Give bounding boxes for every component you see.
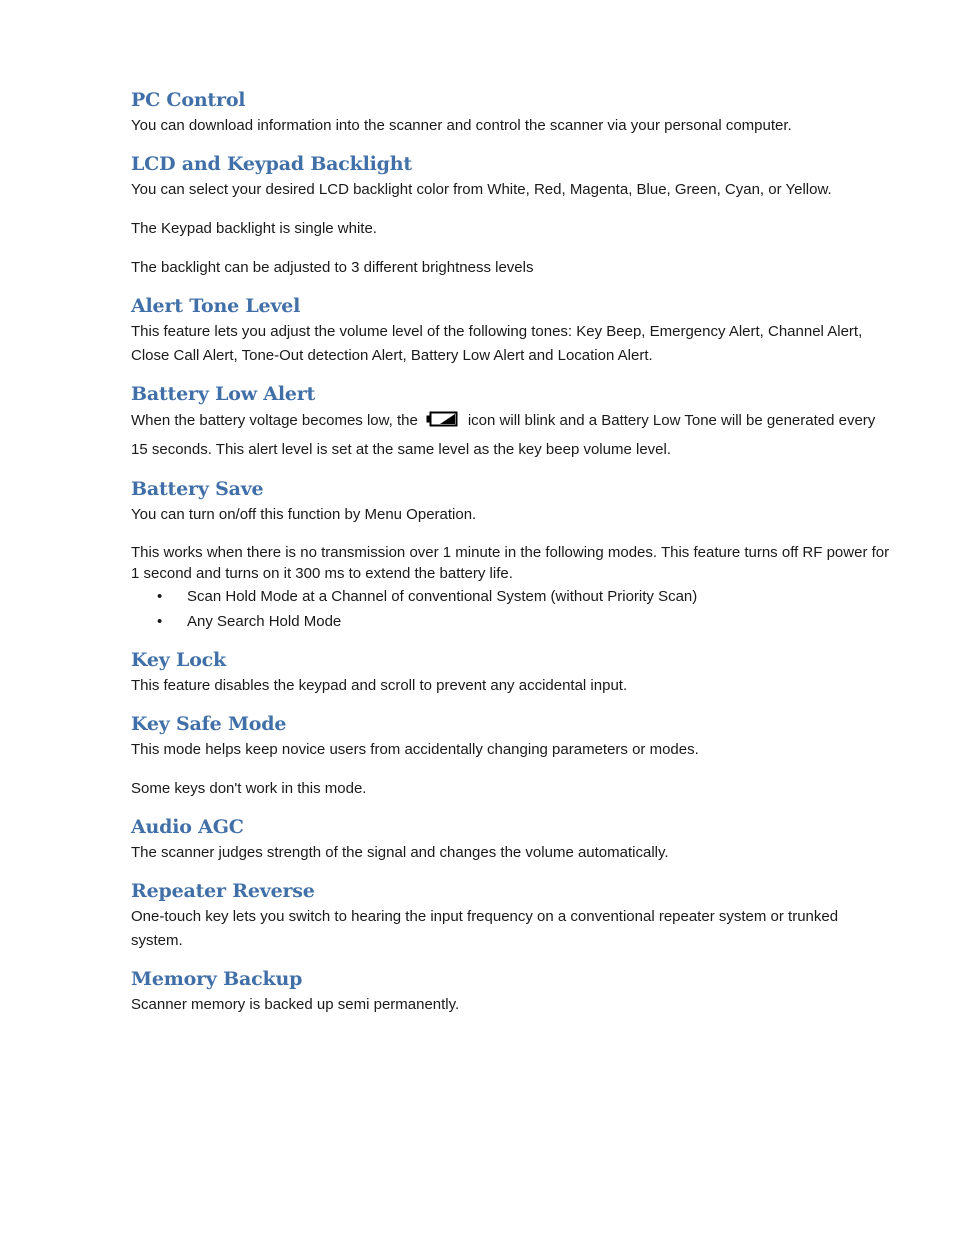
heading-pc-control: PC Control — [131, 89, 246, 111]
section-key-safe-mode — [131, 710, 891, 801]
heading-battery-save: Battery Save — [131, 478, 264, 500]
heading-key-lock: Key Lock — [131, 649, 227, 671]
heading-lcd-keypad-backlight: LCD and Keypad Backlight — [131, 153, 412, 175]
section-battery-save — [131, 475, 891, 634]
text-before-icon: When the battery voltage becomes low, the — [131, 412, 418, 429]
bullet-icon: • — [157, 613, 163, 630]
paragraph: One-touch key lets you switch to hearing the input frequency on a conventional repeater system or trunked system. — [131, 908, 839, 949]
section-memory-backup — [131, 965, 891, 1017]
list-item: • Scan Hold Mode at a Channel of conventional System (without Priority Scan) — [131, 584, 891, 609]
section-audio-agc — [131, 813, 891, 865]
bullet-icon: • — [157, 588, 163, 605]
section-lcd-keypad-backlight — [131, 150, 891, 280]
paragraph: You can turn on/off this function by Menu Operation. — [131, 506, 477, 523]
section-battery-low-alert — [131, 380, 891, 463]
section-pc-control — [131, 86, 891, 138]
paragraph: Scanner memory is backed up semi permanently. — [131, 996, 460, 1013]
paragraph: This mode helps keep novice users from accidentally changing parameters or modes. — [131, 741, 699, 758]
section-alert-tone-level — [131, 292, 891, 368]
section-repeater-reverse — [131, 877, 891, 953]
text-after-icon: icon will blink and a Battery Low Tone will be generated every 15 seconds. This alert level is set at the same level as the key beep volume level. — [131, 412, 876, 458]
section-key-lock — [131, 646, 891, 698]
paragraph: This works when there is no transmission over 1 minute in the following modes. This feature turns off RF power for 1 second and turns on it 300 ms to extend the battery life. — [131, 544, 890, 582]
heading-repeater-reverse: Repeater Reverse — [131, 880, 315, 902]
paragraph: Some keys don't work in this mode. — [131, 780, 367, 797]
document-page — [131, 86, 891, 1029]
paragraph: The Keypad backlight is single white. — [131, 220, 377, 237]
list-item: • Any Search Hold Mode — [131, 609, 891, 634]
paragraph-battery-low — [131, 408, 891, 463]
paragraph: The scanner judges strength of the signal and changes the volume automatically. — [131, 844, 669, 861]
heading-key-safe-mode: Key Safe Mode — [131, 713, 287, 735]
battery-low-icon — [426, 410, 458, 437]
paragraph: You can select your desired LCD backlight color from White, Red, Magenta, Blue, Green, Cyan, or Yellow. — [131, 181, 832, 198]
paragraph: This feature lets you adjust the volume level of the following tones: Key Beep, Emergency Alert, Channel Alert, Close Call Alert, Tone-Out detection Alert, Battery Low Alert and Location Alert. — [131, 323, 863, 364]
heading-memory-backup: Memory Backup — [131, 968, 303, 990]
heading-audio-agc: Audio AGC — [131, 816, 244, 838]
heading-alert-tone-level: Alert Tone Level — [131, 295, 301, 317]
heading-battery-low-alert: Battery Low Alert — [131, 383, 316, 405]
paragraph: The backlight can be adjusted to 3 different brightness levels — [131, 259, 534, 276]
paragraph: This feature disables the keypad and scroll to prevent any accidental input. — [131, 677, 628, 694]
bullet-list — [131, 584, 891, 634]
paragraph: You can download information into the scanner and control the scanner via your personal computer. — [131, 117, 792, 134]
